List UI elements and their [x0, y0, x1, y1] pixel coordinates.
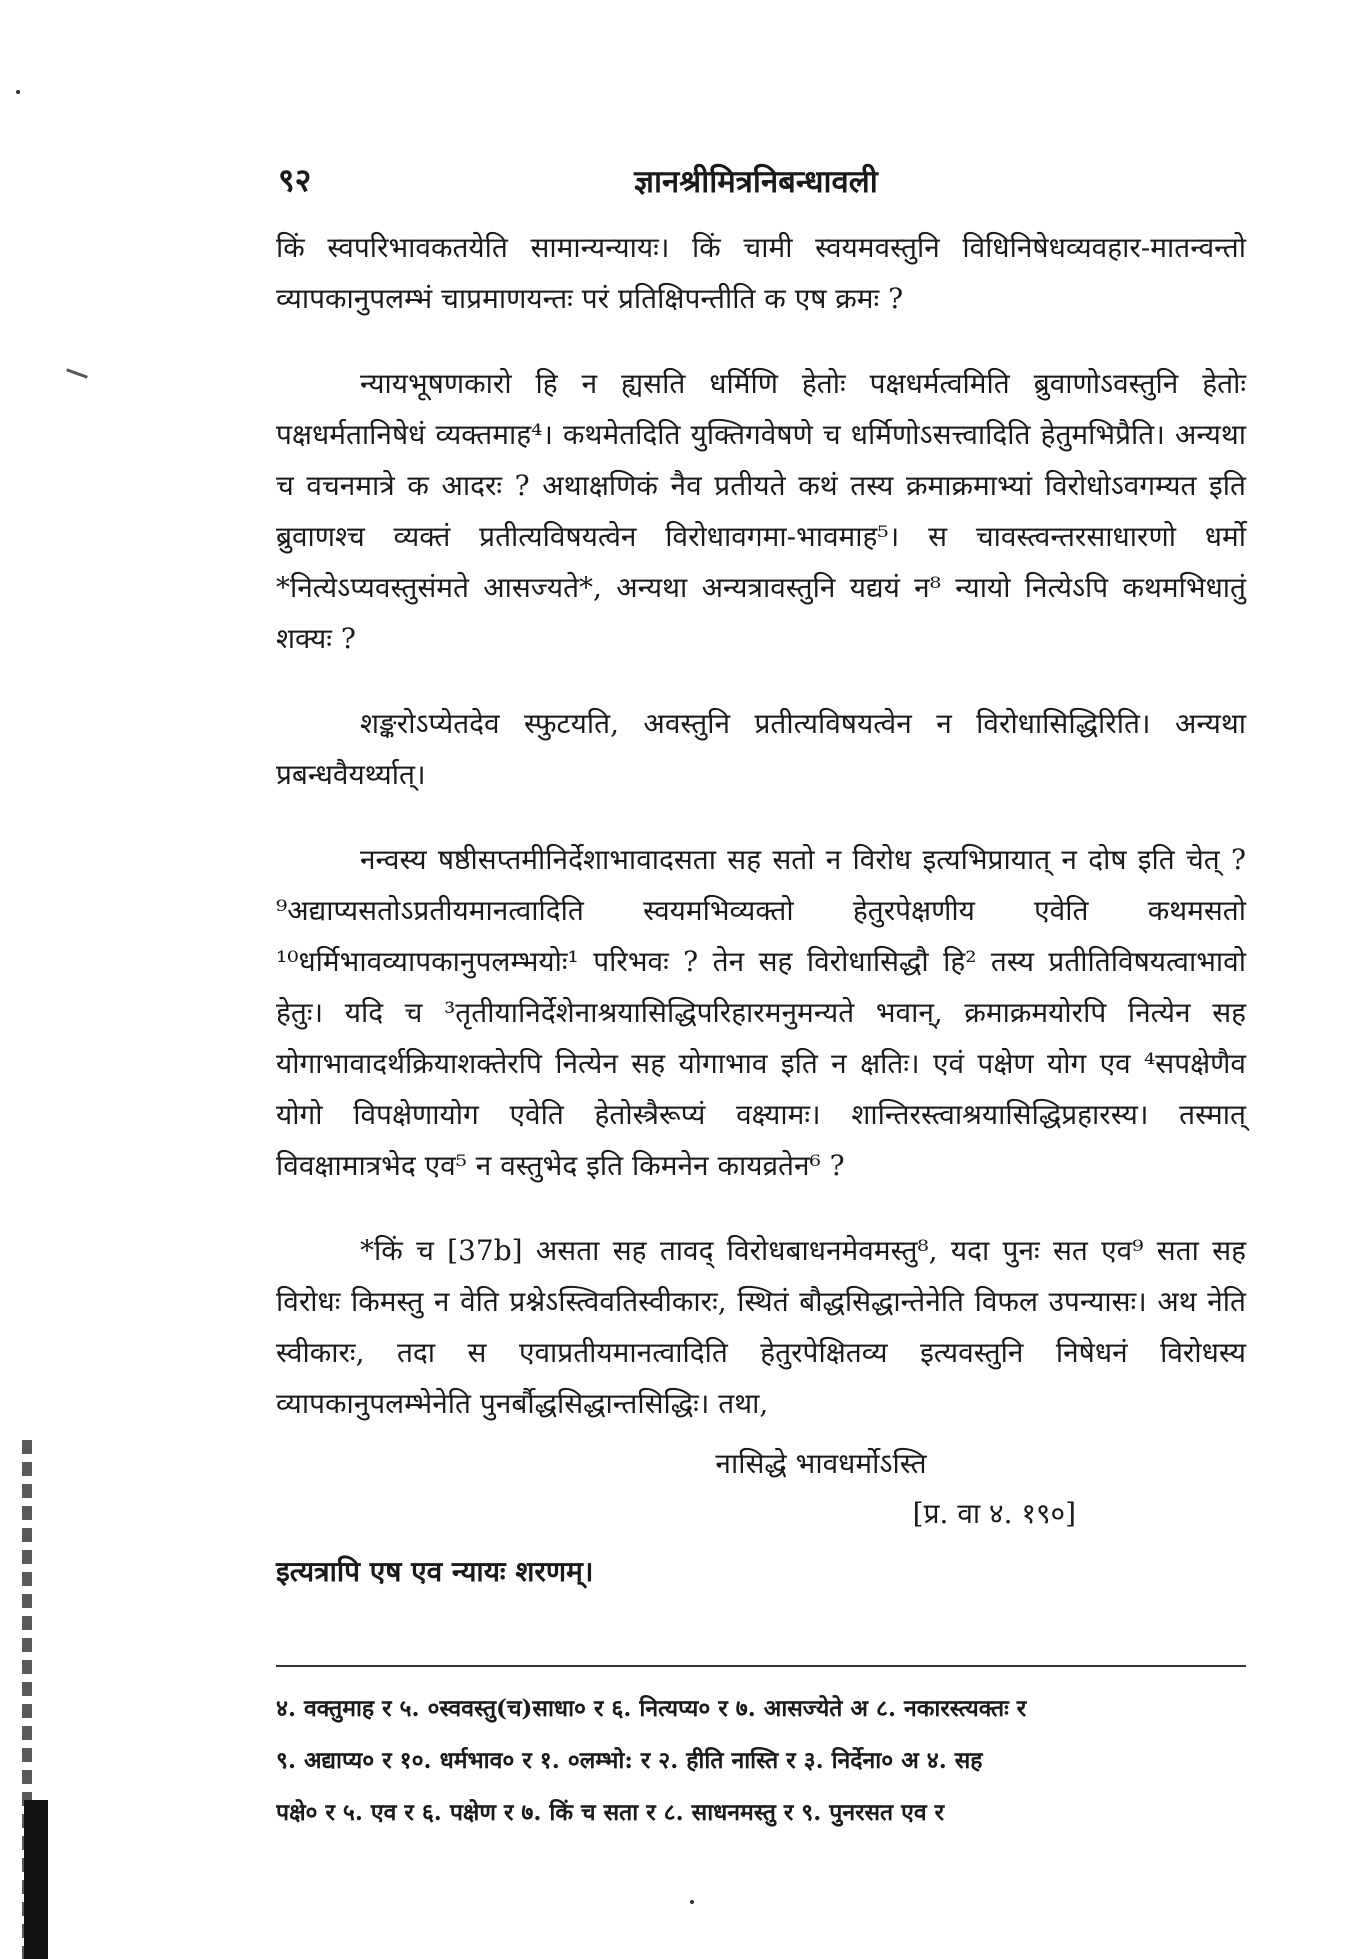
paragraph-1: किं स्वपरिभावकतयेति सामान्यन्यायः। किं चामी स्वयमवस्तुनि विधिनिषेधव्यवहार-मातन्वन्तो व्यापकानुपलम्भं चाप्रमाणयन्तः परं प्रतिक्षिपन्तीति क एष क्रमः ? — [276, 231, 1246, 315]
paragraph-3: शङ्करोऽप्येतदेव स्फुटयति, अवस्तुनि प्रतीत्यविषयत्वेन न विरोधासिद्धिरिति। अन्यथा प्रबन्धवैयर्थ्यात्। — [276, 707, 1246, 791]
paragraph-5: *किं च [37b] असता सह तावद् विरोधबाधनमेवमस्तु⁸, यदा पुनः सत एव⁹ सता सह विरोधः किमस्तु न वेति प्रश्नेऽस्त्विवतिस्वीकारः, स्थितं बौद्धसिद्धान्तेनेति विफल उपन्यासः। अथ नेति स्वीकारः, तदा स एवाप्रतीयमानत्वादिति हेतुरपेक्षितव्य इत्यवस्तुनि निषेधनं विरोधस्य व्यापकानुपलम्भेनेति पुनर्बौद्धसिद्धान्तसिद्धिः। तथा, — [276, 1234, 1246, 1420]
body-text — [276, 222, 1246, 1597]
paragraph-2: न्यायभूषणकारो हि न ह्यसति धर्मिणि हेतोः पक्षधर्मत्वमिति ब्रुवाणोऽवस्तुनि हेतोः पक्षधर्मतानिषेधं व्यक्तमाह⁴। कथमेतदिति युक्तिगवेषणे च धर्मिणोऽसत्त्वादिति हेतुमभिप्रैति। अन्यथा च वचनमात्रे क आदरः ? अथाक्षणिकं नैव प्रतीयते कथं तस्य क्रमाक्रमाभ्यां विरोधोऽवगम्यत इति ब्रुवाणश्च व्यक्तं प्रतीत्यविषयत्वेन विरोधावगमा-भावमाह⁵। स चावस्त्वन्तरसाधारणो धर्मो *नित्येऽप्यवस्तुसंमते आसज्यते*, अन्यथा अन्यत्रावस्तुनि यद्ययं न⁸ न्यायो नित्येऽपि कथमभिधातुं शक्यः ? — [276, 367, 1246, 655]
footnotes — [276, 1683, 1266, 1839]
verse-quote: नासिद्धे भावधर्मोऽस्ति — [715, 1447, 927, 1480]
footnote-line-2: ९. अद्याप्य० र १०. धर्मभाव० र १. ०लम्भो: र २. हीति नास्ति र ३. निर्देना० अ ४. सह — [276, 1747, 983, 1774]
running-title: ज्ञानश्रीमित्रनिबन्धावली — [634, 164, 878, 200]
verse-citation: [प्र. वा ४. १९०] — [912, 1497, 1076, 1530]
closing-line: इत्यत्रापि एष एव न्यायः शरणम्। — [276, 1555, 594, 1588]
page-header — [276, 152, 1236, 208]
footnote-divider — [276, 1665, 1246, 1667]
binding-edge — [24, 1800, 48, 1959]
scan-dot — [690, 1900, 694, 1904]
footnote-line-1: ४. वक्तुमाह र ५. ०स्ववस्तु(च)साधा० र ६. नित्यप्य० र ७. आसज्येते अ ८. नकारस्त्यक्तः र — [276, 1695, 1027, 1722]
page-number: ९२ — [278, 161, 312, 199]
footnote-line-3: पक्षे० र ५. एव र ६. पक्षेण र ७. किं च सता र ८. साधनमस्तु र ९. पुनरसत एव र — [276, 1799, 945, 1826]
paragraph-4: नन्वस्य षष्ठीसप्तमीनिर्देशाभावादसता सह सतो न विरोध इत्यभिप्रायात् न दोष इति चेत् ? ⁹अद्याप्यसतोऽप्रतीयमानत्वादिति स्वयमभिव्यक्तो हेतुरपेक्षणीय एवेति कथमसतो ¹⁰धर्मिभावव्यापकानुपलम्भयोः¹ परिभवः ? तेन सह विरोधासिद्धौ हि² तस्य प्रतीतिविषयत्वाभावो हेतुः। यदि च ³तृतीयानिर्देशेनाश्रयासिद्धिपरिहारमनुमन्यते भवान्, क्रमाक्रमयोरपि नित्येन सह योगाभावादर्थक्रियाशक्तेरपि नित्येन सह योगाभाव इति न क्षतिः। एवं पक्षेण योग एव ⁴सपक्षेणैव योगो विपक्षेणायोग एवेति हेतोस्त्रैरूप्यं वक्ष्यामः। शान्तिरस्त्वाश्रयासिद्धिप्रहारस्य। तस्मात् विवक्षामात्रभेद एव⁵ न वस्तुभेद इति किमनेन कायव्रतेन⁶ ? — [276, 843, 1246, 1182]
scan-dot — [16, 90, 20, 94]
scan-mark — [66, 368, 88, 378]
